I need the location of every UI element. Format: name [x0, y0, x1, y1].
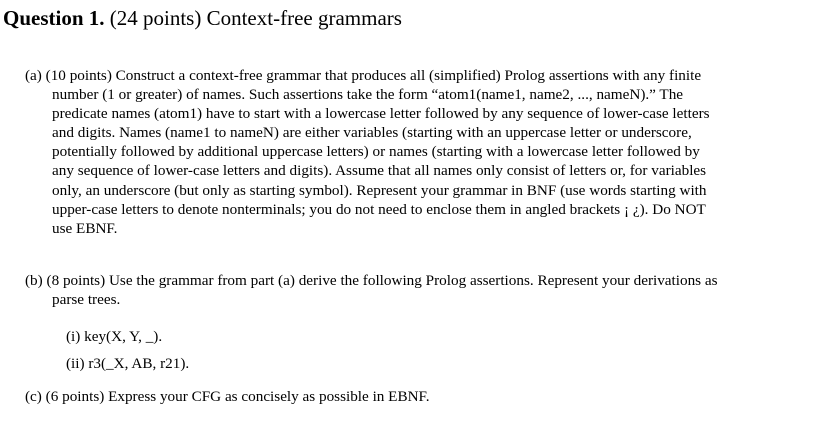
part-a-line: predicate names (atom1) have to start with a lowercase letter followed by any sequence of lower-case letters	[52, 105, 710, 123]
part-b-line: (b) (8 points) Use the grammar from part (a) derive the following Prolog assertions. Represent your derivations as	[25, 272, 718, 289]
question-title: (24 points) Context-free grammars	[104, 6, 402, 30]
part-a-line: (a) (10 points) Construct a context-free grammar that produces all (simplified) Prolog assertions with any finite	[25, 67, 702, 84]
part-a-line: only, an underscore (but only as starting symbol). Represent your grammar in BNF (use words starting with	[52, 181, 707, 199]
part-a-line: potentially followed by additional uppercase letters) or names (starting with a lowercase letter followed by	[52, 143, 700, 161]
part-b-item-ii: (ii) r3(_X, AB, r21).	[66, 355, 190, 372]
part-a-line: upper-case letters to denote nonterminals; you do not need to enclose them in angled brackets ¡ ¿). Do NOT	[52, 200, 706, 218]
part-c-line: (c) (6 points) Express your CFG as concisely as possible in EBNF.	[25, 388, 430, 405]
part-b-item-i: (i) key(X, Y, _).	[66, 328, 163, 345]
part-b-paragraph	[25, 271, 718, 309]
question-heading	[3, 6, 402, 30]
part-a-line: any sequence of lower-case letters and digits). Assume that all names only consist of letters or, for variables	[52, 162, 707, 180]
part-c-paragraph	[25, 387, 430, 406]
part-a-line: use EBNF.	[52, 219, 118, 237]
part-a-paragraph	[25, 66, 710, 238]
part-a-line: number (1 or greater) of names. Such assertions take the form “atom1(name1, name2, ..., nameN).” The	[52, 86, 684, 104]
part-a-line: and digits. Names (name1 to nameN) are either variables (starting with an uppercase letter or underscore,	[52, 124, 692, 142]
question-number: Question 1.	[3, 6, 105, 30]
part-b-line: parse trees.	[52, 291, 121, 309]
